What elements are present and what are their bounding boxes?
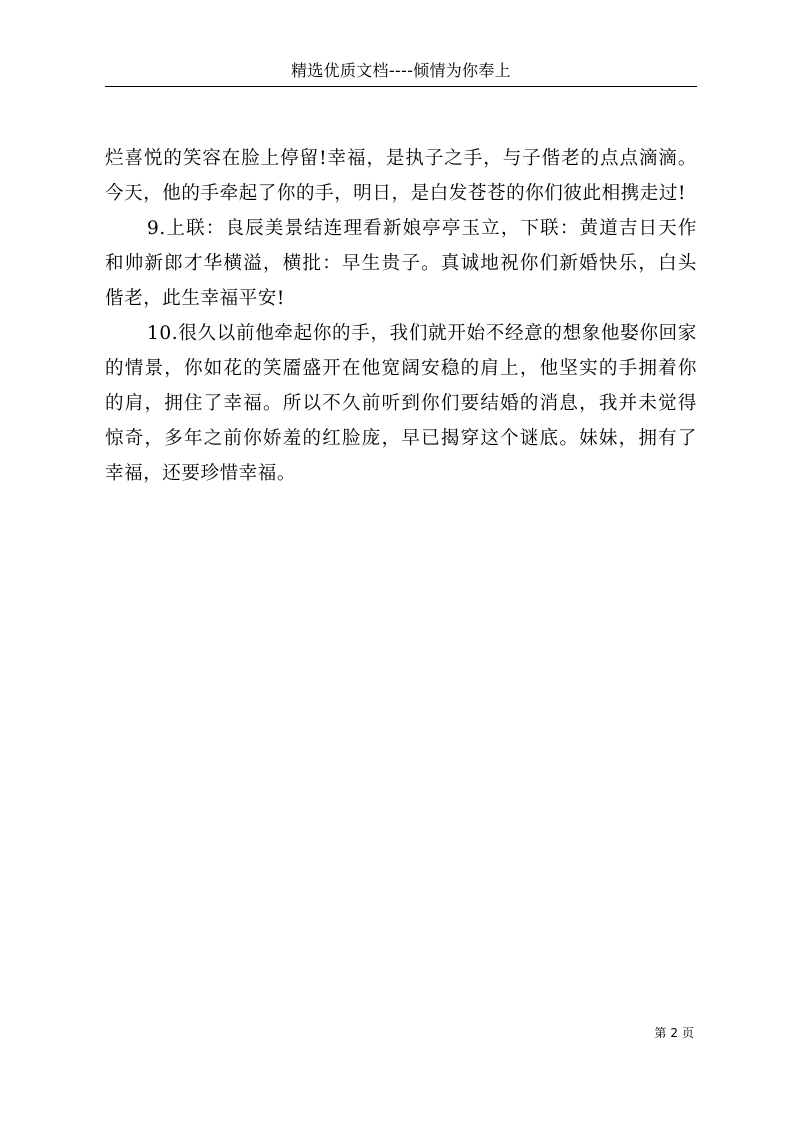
- page-number-prefix: 第: [654, 1026, 667, 1040]
- page-footer: [652, 1025, 696, 1041]
- paragraph-item-9: 9.上联：良辰美景结连理看新娘亭亭玉立，下联：黄道吉日天作和帅新郎才华横溢，横批：早生贵子。真诚地祝你们新婚快乐，白头偕老，此生幸福平安!: [105, 218, 697, 309]
- document-body: [105, 141, 697, 491]
- header-title: 精选优质文档----倾情为你奉上: [291, 61, 511, 80]
- paragraph-item-10: 10.很久以前他牵起你的手，我们就开始不经意的想象他娶你回家的情景，你如花的笑靥盛开在他宽阔安稳的肩上，他坚实的手拥着你的肩，拥住了幸福。所以不久前听到你们要结婚的消息，我并未觉得惊奇，多年之前你娇羞的红脸庞，早已揭穿这个谜底。妹妹，拥有了幸福，还要珍惜幸福。: [105, 323, 697, 484]
- paragraph-continuation: 烂喜悦的笑容在脸上停留!幸福，是执子之手，与子偕老的点点滴滴。今天，他的手牵起了你的手，明日，是白发苍苍的你们彼此相携走过!: [105, 148, 697, 204]
- page-number: 2: [670, 1026, 678, 1040]
- page-number-suffix: 页: [681, 1026, 694, 1040]
- page-header: [105, 58, 697, 87]
